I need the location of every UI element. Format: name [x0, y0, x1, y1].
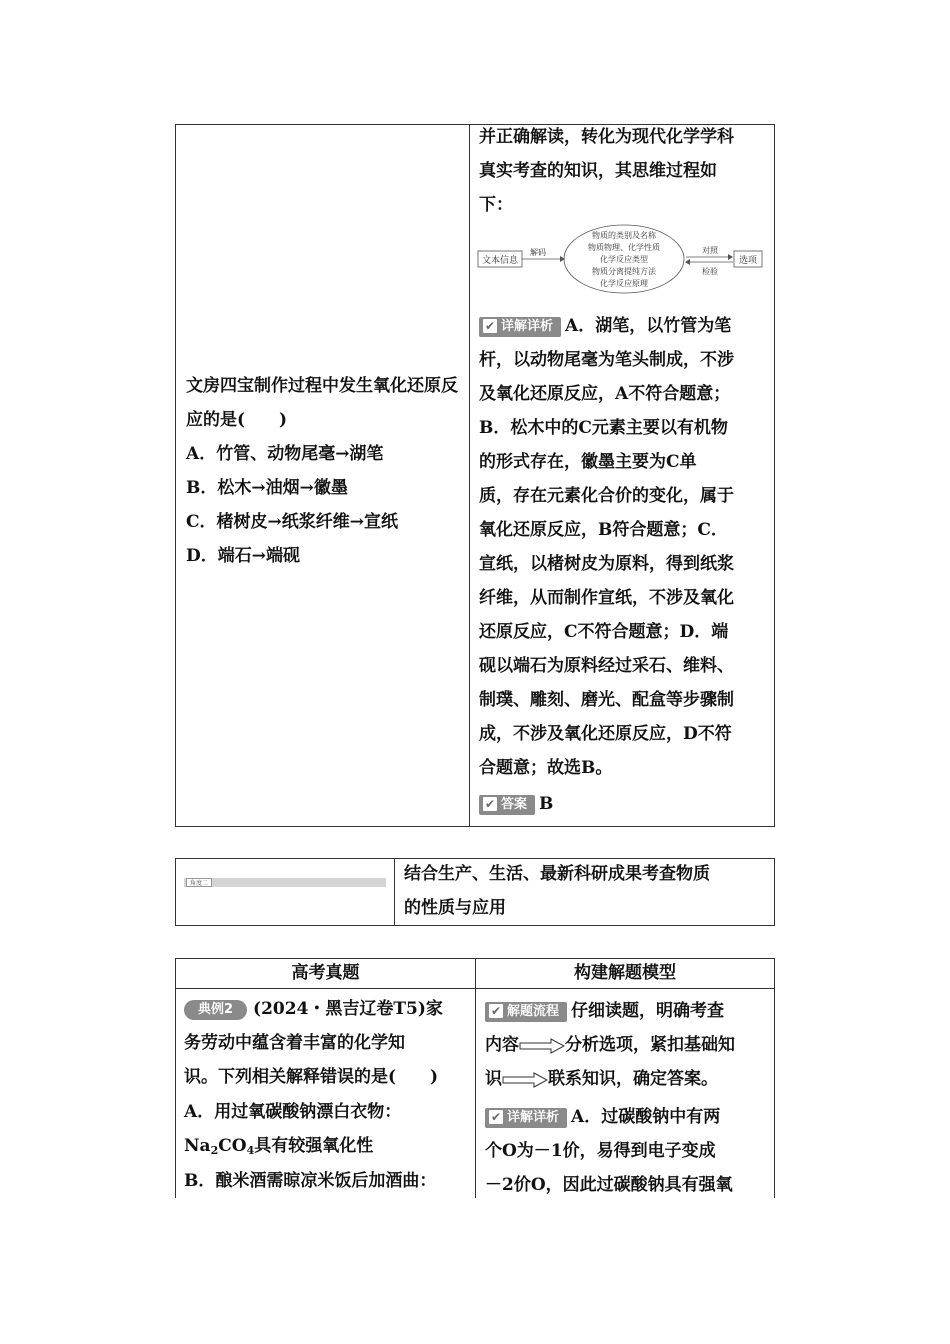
- section-tag: 角度二: [186, 878, 212, 887]
- intro-line-1: 并正确解读，转化为现代化学学科: [479, 127, 734, 147]
- analysis-line-12: 成，不涉及氧化还原反应，D不符: [479, 724, 732, 744]
- section-title-line-1: 结合生产、生活、最新科研成果考查物质: [404, 864, 710, 884]
- example-option-b: B．酿米酒需晾凉米饭后加酒曲：: [184, 1171, 437, 1191]
- analysis-line-11: 制璞、雕刻、磨光、配盒等步骤制: [479, 690, 734, 710]
- answer-badge: ✔ 答案: [479, 795, 535, 815]
- analysis-line-7: 宣纸，以楮树皮为原料，得到纸浆: [479, 554, 734, 574]
- intro-line-2: 真实考查的知识，其思维过程如: [479, 161, 717, 181]
- example-option-a: A．用过氧碳酸钠漂白衣物：: [184, 1102, 402, 1122]
- question-stem: 文房四宝制作过程中发生氧化还原反应的是( ): [186, 376, 458, 430]
- diagram-decode-label: 解码: [530, 248, 546, 257]
- checkmark-icon: ✔: [484, 796, 496, 811]
- header-exam-questions: 高考真题: [291, 963, 360, 983]
- svg-text:物质分离提纯方法: 物质分离提纯方法: [592, 267, 656, 276]
- analysis-line-13: 合题意；故选B。: [479, 758, 613, 778]
- answer-value: B: [539, 794, 554, 814]
- example-pill: 典例2: [184, 1000, 247, 1020]
- t2-analysis-line-3: －2价O，因此过碳酸钠具有强氧: [485, 1175, 733, 1195]
- diagram-options-label: 选项: [738, 256, 758, 266]
- analysis-badge: ✔ 详解详析: [479, 317, 561, 337]
- option-b: B．松木→油烟→徽墨: [186, 478, 348, 498]
- example-line-2: 识。下列相关解释错误的是( ): [184, 1067, 439, 1087]
- analysis-line-4: 的形式存在，徽墨主要为C单: [479, 452, 697, 472]
- checkmark-icon: ✔: [484, 318, 496, 333]
- option-a: A．竹管、动物尾毫→湖笔: [186, 444, 384, 464]
- svg-text:物质的类别及名称: 物质的类别及名称: [592, 231, 656, 240]
- checkmark-icon: ✔: [490, 1003, 502, 1018]
- t2-analysis-badge: ✔ 详解详析: [485, 1108, 567, 1128]
- svg-text:化学反应类型: 化学反应类型: [600, 255, 648, 264]
- t2-analysis-line-1: ✔ 详解详析 A．过碳酸钠中有两: [485, 1100, 720, 1134]
- section-tag-bar: [184, 878, 386, 887]
- answer-line: [479, 787, 553, 821]
- diagram-compare-label: 对照: [702, 246, 718, 255]
- hollow-arrow-icon: [519, 1038, 565, 1054]
- svg-text:物质物理、化学性质: 物质物理、化学性质: [588, 243, 660, 252]
- section-title-line-2: 的性质与应用: [404, 898, 506, 918]
- example-line-1: 务劳动中蕴含着丰富的化学知: [184, 1033, 405, 1053]
- analysis-line-10: 砚以端石为原料经过采石、维料、: [479, 656, 734, 676]
- intro-line-3: 下：: [479, 195, 513, 215]
- t2-analysis-line-2: 个O为－1价，易得到电子变成: [485, 1141, 716, 1161]
- flow-line-2: 内容 分析选项，紧扣基础知: [485, 1035, 735, 1055]
- hollow-arrow-icon: [502, 1072, 548, 1088]
- example-source-line: 典例2 (2024・黑吉辽卷T5)家: [184, 992, 443, 1026]
- table-2-divider: [475, 958, 476, 1198]
- option-d: D．端石→端砚: [186, 546, 300, 566]
- analysis-line-5: 质，存在元素化合价的变化，属于: [479, 486, 734, 506]
- diagram-text-info-label: 文本信息: [481, 256, 519, 266]
- analysis-line-8: 纤维，从而制作宣纸，不涉及氧化: [479, 588, 734, 608]
- analysis-line-1: 杆，以动物尾毫为笔头制成，不涉: [479, 350, 734, 370]
- section-header-divider: [394, 858, 395, 926]
- analysis-line-9: 还原反应，C不符合题意；D．端: [479, 622, 729, 642]
- analysis-line-3: B．松木中的C元素主要以有机物: [479, 418, 728, 438]
- checkmark-icon: ✔: [490, 1109, 502, 1124]
- flow-badge: ✔ 解题流程: [485, 1002, 567, 1022]
- table-1-divider: [469, 124, 470, 827]
- example-option-a-formula: $Na_2CO_4$具有较强氧化性: [184, 1136, 374, 1157]
- flow-line-1: ✔ 解题流程 仔细读题，明确考查: [485, 994, 724, 1028]
- option-c: C．楮树皮→纸浆纤维→宣纸: [186, 512, 399, 532]
- svg-text:化学反应原理: 化学反应原理: [600, 279, 648, 288]
- analysis-line-0: ✔ 详解详析 A．湖笔，以竹管为笔: [479, 309, 731, 343]
- thinking-process-diagram: [476, 222, 766, 294]
- diagram-check-label: 检验: [702, 267, 718, 276]
- table-2-header-rule: [175, 988, 775, 989]
- analysis-line-2: 及氧化还原反应，A不符合题意；: [479, 384, 731, 404]
- analysis-line-6: 氧化还原反应，B符合题意；C．: [479, 520, 728, 540]
- header-solution-model: 构建解题模型: [574, 963, 676, 983]
- flow-line-3: 识 联系知识，确定答案。: [485, 1069, 718, 1089]
